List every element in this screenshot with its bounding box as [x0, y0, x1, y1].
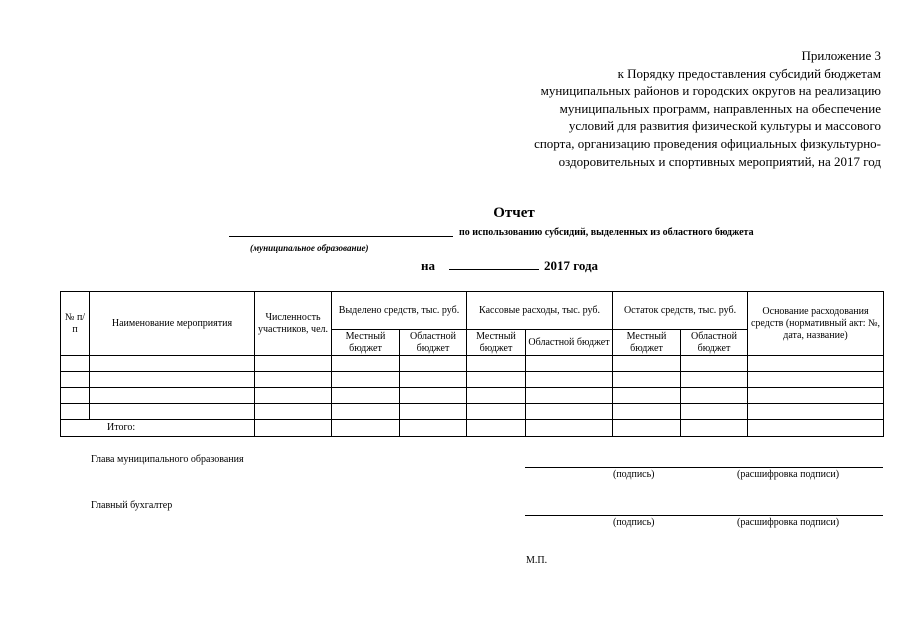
head-decode-caption: (расшифровка подписи)	[737, 469, 840, 480]
date-blank-line	[449, 259, 539, 270]
accountant-signature-label: Главный бухгалтер	[91, 500, 173, 511]
header-basis: Основание расходования средств (нормативный акт: №, дата, название)	[748, 292, 884, 356]
table-row	[61, 388, 884, 404]
header-regional-budget: Областной бюджет	[400, 330, 467, 356]
header-remainder: Остаток средств, тыс. руб.	[613, 292, 748, 330]
header-regional-budget: Областной бюджет	[681, 330, 748, 356]
header-local-budget: Местный бюджет	[467, 330, 526, 356]
head-signature-caption: (подпись)	[613, 469, 655, 480]
appendix-block	[421, 47, 881, 170]
header-regional-budget: Областной бюджет	[526, 330, 613, 356]
header-participants: Численность участников, чел.	[255, 292, 332, 356]
report-table	[60, 291, 884, 437]
appendix-line: Приложение 3	[801, 48, 881, 63]
municipality-caption: (муниципальное образование)	[250, 243, 369, 253]
appendix-line: оздоровительных и спортивных мероприятий, на 2017 год	[558, 153, 881, 169]
accountant-decode-caption: (расшифровка подписи)	[737, 517, 840, 528]
head-signature-label: Глава муниципального образования	[91, 454, 244, 465]
date-prefix: на	[421, 258, 435, 273]
total-row	[61, 420, 884, 437]
date-suffix: 2017 года	[544, 258, 599, 273]
table-row	[61, 372, 884, 388]
header-number: № п/п	[61, 292, 90, 356]
header-event-name: Наименование мероприятия	[90, 292, 255, 356]
report-subtitle: по использованию субсидий, выделенных из областного бюджета	[459, 227, 754, 238]
header-local-budget: Местный бюджет	[613, 330, 681, 356]
stamp-place: М.П.	[526, 555, 548, 566]
header-local-budget: Местный бюджет	[332, 330, 400, 356]
accountant-signature-caption: (подпись)	[613, 517, 655, 528]
accountant-signature-line	[525, 515, 883, 516]
total-label: Итого:	[61, 420, 255, 437]
head-signature-line	[525, 467, 883, 468]
municipality-blank-line	[229, 236, 453, 237]
header-cash-expenses: Кассовые расходы, тыс. руб.	[467, 292, 613, 330]
appendix-line: к Порядку предоставления субсидий бюджетам	[617, 65, 881, 81]
report-title: Отчет	[493, 205, 535, 221]
report-date-line	[421, 258, 598, 274]
table-row	[61, 356, 884, 372]
table-row	[61, 404, 884, 420]
appendix-line: спорта, организацию проведения официальных физкультурно-	[534, 135, 881, 151]
appendix-line: муниципальных программ, направленных на обеспечение	[559, 100, 881, 116]
header-allocated: Выделено средств, тыс. руб.	[332, 292, 467, 330]
appendix-line: условий для развития физической культуры и массового	[568, 118, 881, 134]
appendix-line: муниципальных районов и городских округов на реализацию	[540, 83, 881, 99]
